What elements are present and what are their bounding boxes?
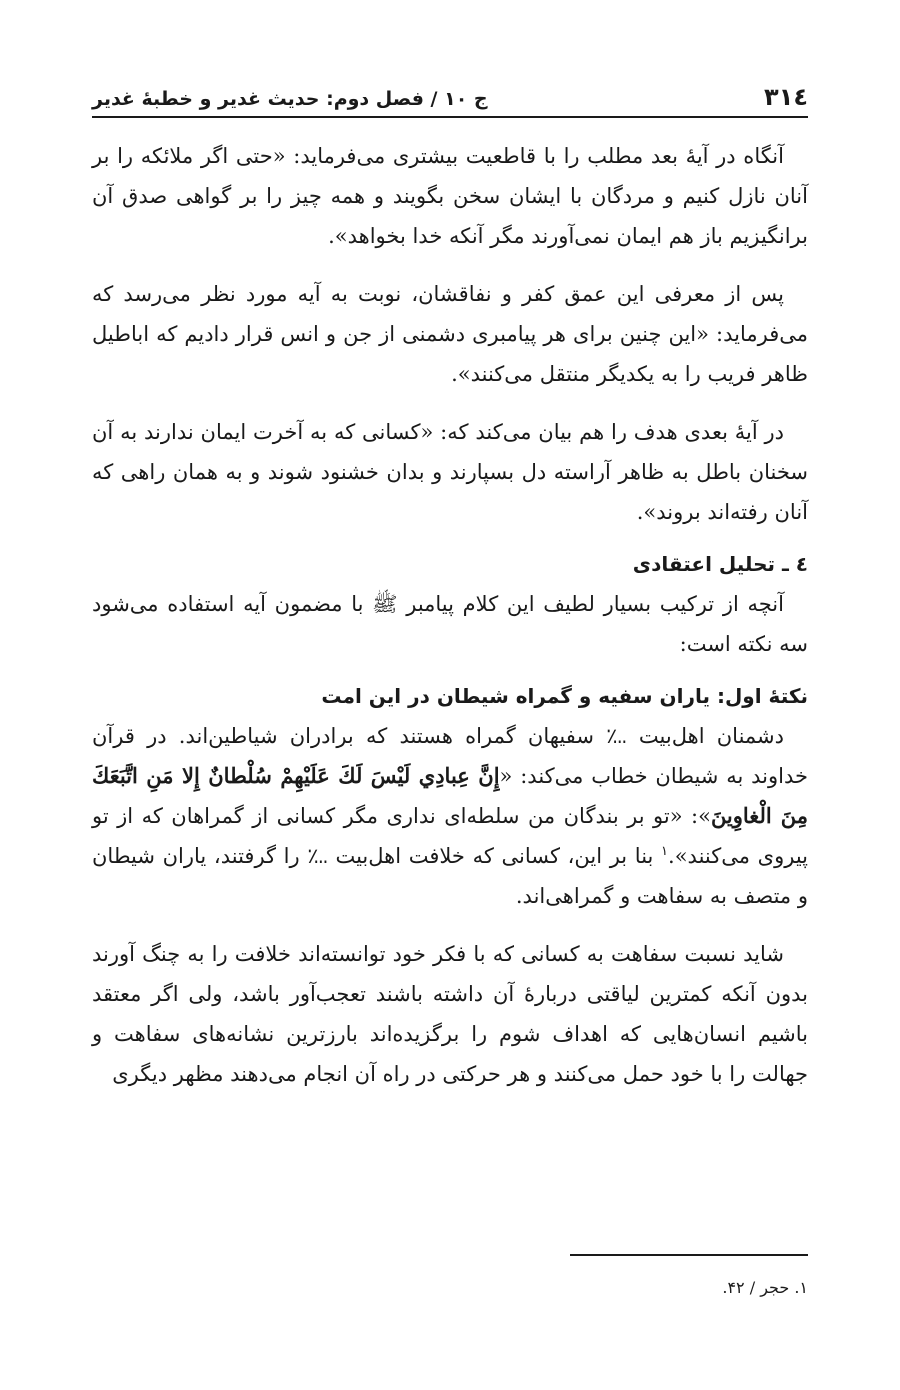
- paragraph: در آیهٔ بعدی هدف را هم بیان می‌کند که: «کسانی که به آخرت ایمان ندارند به آن سخنان باطل به ظاهر آراسته دل بسپارند و بدان خشنود شوند و به همان راهی که آنان رفته‌اند بروند».: [92, 420, 808, 524]
- running-title: ج ۱۰ / فصل دوم: حدیث غدیر و خطبهٔ غدیر: [92, 88, 488, 110]
- footnote: ۱. حجر / ۴۲.: [722, 1278, 808, 1297]
- paragraph-with-quran: [92, 716, 808, 916]
- paragraph: آنچه از ترکیب بسیار لطیف این کلام پیامبر ﷺ با مضمون آیه استفاده می‌شود سه نکته است:: [92, 592, 808, 656]
- footnote-divider: [570, 1254, 808, 1256]
- subsection-heading: نکتهٔ اول: یاران سفیه و گمراه شیطان در این امت: [321, 684, 808, 708]
- body-text: [92, 136, 808, 1112]
- paragraph-text: بنا بر این، کسانی که خلافت اهل‌بیت ؊ را گرفتند، یاران شیطان و متصف به سفاهت و گمراهی‌اند.: [92, 844, 808, 908]
- paragraph: شاید نسبت سفاهت به کسانی که با فکر خود توانسته‌اند خلافت را به چنگ آورند بدون آنکه کمترین لیاقتی دربارهٔ آن داشته باشند تعجب‌آور باشد، ولی اگر معتقد باشیم انسان‌هایی که اهداف شوم را برگزیده‌اند بارزترین نشانه‌های سفاهت و جهالت را با خود حمل می‌کنند و هر حرکتی در راه آن انجام می‌دهند مظهر دیگری: [92, 942, 808, 1086]
- page: [92, 62, 808, 1342]
- page-number: ٣١٤: [764, 83, 808, 111]
- quran-verse: إِنَّ عِبادِي لَيْسَ لَكَ عَلَيْهِمْ سُلْطانٌ إِلا مَنِ اتَّبَعَكَ مِنَ الْغاوِينَ: [92, 763, 808, 828]
- section-heading: ٤ ـ تحلیل اعتقادی: [632, 552, 808, 576]
- paragraph: پس از معرفی این عمق کفر و نفاقشان، نوبت به آیه مورد نظر می‌رسد که می‌فرماید: «این چنین برای هر پیامبری دشمنی از جن و انس قرار دادیم که اباطیل ظاهر فریب را به یکدیگر منتقل می‌کنند».: [92, 282, 808, 386]
- paragraph: آنگاه در آیهٔ بعد مطلب را با قاطعیت بیشتری می‌فرماید: «حتی اگر ملائکه را بر آنان نازل کنیم و مردگان با ایشان سخن بگویند و همه چیز را بر گواهی صدق آن برانگیزیم باز هم ایمان نمی‌آورند مگر آنکه خدا بخواهد».: [92, 144, 808, 248]
- paragraph-text: دشمنان اهل‌بیت ؊ سفیهان گمراه هستند که برادران شیاطین‌اند. در قرآن خداوند به شیطان خطاب می‌کند: «: [92, 724, 808, 788]
- footnote-marker[interactable]: ۱: [661, 844, 669, 859]
- paragraph-text: »: «تو بر بندگان من سلطه‌ای نداری مگر کسانی از گمراهان که از تو پیروی می‌کنند».: [92, 804, 809, 868]
- running-header: [92, 62, 808, 118]
